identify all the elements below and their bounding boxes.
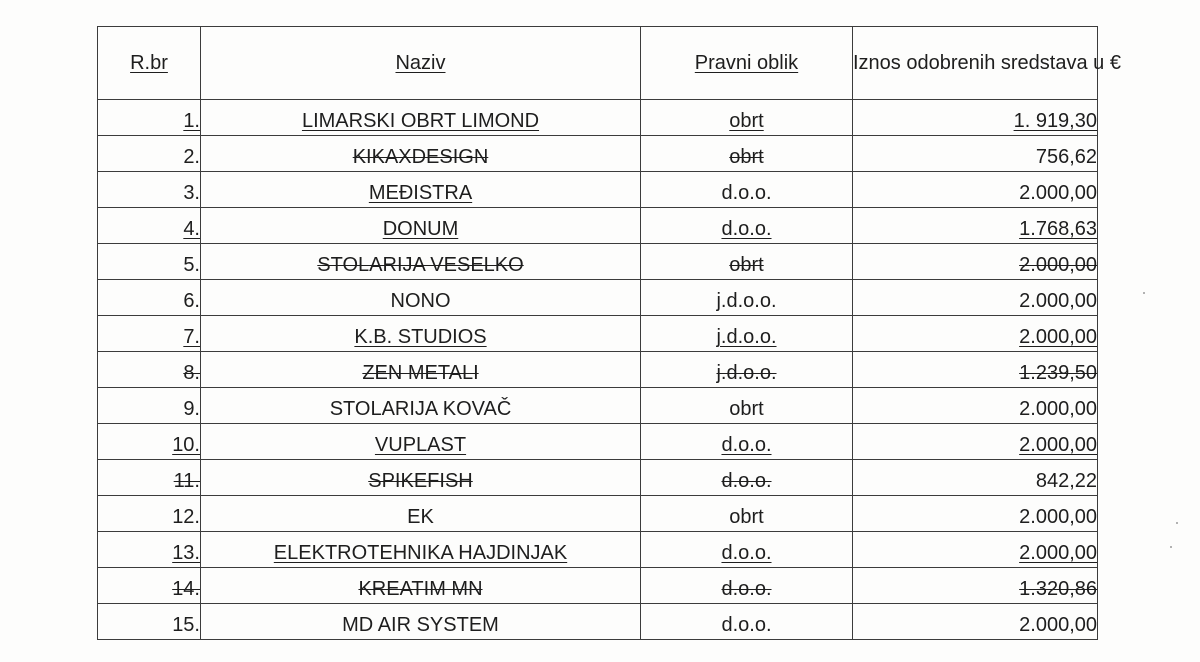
table-row: [98, 136, 1098, 172]
row-number: 4.: [183, 218, 200, 240]
row-legal-form: d.o.o.: [721, 434, 772, 456]
row-number: 2.: [183, 146, 200, 168]
row-name-cell: [201, 496, 641, 532]
row-name-cell: [201, 244, 641, 280]
row-legal-form: d.o.o.: [721, 470, 772, 492]
row-legal-form: obrt: [729, 110, 764, 132]
row-number: 3.: [183, 182, 200, 204]
row-number: 8.: [183, 362, 200, 384]
row-number-cell: [98, 496, 201, 532]
row-number-cell: [98, 100, 201, 136]
row-name: MEĐISTRA: [368, 182, 473, 204]
row-number-cell: [98, 172, 201, 208]
row-number: 14.: [172, 578, 200, 600]
row-amount-cell: [853, 208, 1098, 244]
row-legal-form: j.d.o.o.: [716, 290, 777, 312]
row-amount-cell: [853, 244, 1098, 280]
row-name: SPIKEFISH: [368, 470, 473, 492]
row-amount-cell: [853, 532, 1098, 568]
header-legal-form: Pravni oblik: [641, 27, 853, 100]
scan-speck: [1170, 546, 1172, 548]
row-name: KIKAXDESIGN: [352, 146, 489, 168]
row-name: KREATIM MN: [358, 578, 483, 600]
row-amount: 756,62: [1035, 146, 1097, 168]
row-number-cell: [98, 460, 201, 496]
table-header-row: [98, 27, 1098, 100]
row-amount-cell: [853, 316, 1098, 352]
row-legal-form: obrt: [729, 398, 764, 420]
row-amount-cell: [853, 172, 1098, 208]
row-number-cell: [98, 244, 201, 280]
table-row: [98, 568, 1098, 604]
row-legal-form: j.d.o.o.: [716, 326, 777, 348]
table-row: [98, 172, 1098, 208]
table-row: [98, 604, 1098, 640]
row-legal-form-cell: [641, 388, 853, 424]
row-name-cell: [201, 424, 641, 460]
row-number-cell: [98, 604, 201, 640]
row-legal-form: d.o.o.: [721, 218, 772, 240]
row-legal-form-cell: [641, 604, 853, 640]
row-amount: 842,22: [1035, 470, 1097, 492]
table-row: [98, 208, 1098, 244]
row-name-cell: [201, 316, 641, 352]
row-legal-form-cell: [641, 496, 853, 532]
row-legal-form-cell: [641, 244, 853, 280]
row-amount-cell: [853, 424, 1098, 460]
table-row: [98, 316, 1098, 352]
row-name: STOLARIJA KOVAČ: [329, 398, 512, 420]
row-name: STOLARIJA VESELKO: [317, 254, 524, 276]
row-name-cell: [201, 280, 641, 316]
row-legal-form-cell: [641, 280, 853, 316]
row-name-cell: [201, 352, 641, 388]
header-rb: R.br: [98, 27, 201, 100]
row-number: 12.: [172, 506, 200, 528]
header-amount: Iznos odobrenih sredstava u €: [853, 27, 1098, 100]
row-amount-cell: [853, 496, 1098, 532]
row-name-cell: [201, 388, 641, 424]
row-number: 11.: [173, 470, 200, 492]
row-name-cell: [201, 532, 641, 568]
row-amount: 2.000,00: [1019, 614, 1097, 636]
table-row: [98, 280, 1098, 316]
row-name: VUPLAST: [374, 434, 467, 456]
row-legal-form-cell: [641, 136, 853, 172]
row-amount: 2.000,00: [1019, 434, 1097, 456]
table-row: [98, 532, 1098, 568]
row-legal-form-cell: [641, 172, 853, 208]
row-amount: 2.000,00: [1019, 254, 1097, 276]
row-name-cell: [201, 460, 641, 496]
row-number: 7.: [183, 326, 200, 348]
row-legal-form-cell: [641, 316, 853, 352]
row-amount-cell: [853, 604, 1098, 640]
row-name: ELEKTROTEHNIKA HAJDINJAK: [273, 542, 568, 564]
row-amount-cell: [853, 280, 1098, 316]
row-name: EK: [407, 506, 434, 528]
row-number-cell: [98, 532, 201, 568]
row-name: MD AIR SYSTEM: [342, 614, 499, 636]
row-name-cell: [201, 568, 641, 604]
row-legal-form: d.o.o.: [721, 578, 772, 600]
row-number: 1.: [183, 110, 200, 132]
table-row: [98, 388, 1098, 424]
approved-funds-table: [97, 26, 1121, 640]
row-name: DONUM: [382, 218, 459, 240]
row-number: 9.: [183, 398, 200, 420]
row-amount: 2.000,00: [1019, 542, 1097, 564]
row-name-cell: [201, 172, 641, 208]
row-amount: 1.239,50: [1019, 362, 1097, 384]
row-amount: 1.768,63: [1019, 218, 1097, 240]
row-legal-form-cell: [641, 208, 853, 244]
row-name-cell: [201, 208, 641, 244]
row-number-cell: [98, 424, 201, 460]
table-row: [98, 424, 1098, 460]
row-amount-cell: [853, 568, 1098, 604]
row-name: LIMARSKI OBRT LIMOND: [301, 110, 540, 132]
row-legal-form: d.o.o.: [721, 182, 772, 204]
row-amount: 1.320,86: [1019, 578, 1097, 600]
row-amount-cell: [853, 460, 1098, 496]
row-number: 15.: [172, 614, 200, 636]
row-legal-form: d.o.o.: [721, 614, 772, 636]
row-number: 6.: [183, 290, 200, 312]
row-amount: 2.000,00: [1019, 398, 1097, 420]
row-legal-form: obrt: [729, 506, 764, 528]
row-number-cell: [98, 136, 201, 172]
row-amount-cell: [853, 136, 1098, 172]
row-number-cell: [98, 568, 201, 604]
table-row: [98, 496, 1098, 532]
row-legal-form-cell: [641, 460, 853, 496]
scan-speck: [1176, 522, 1178, 524]
row-legal-form: d.o.o.: [721, 542, 772, 564]
row-number-cell: [98, 280, 201, 316]
row-legal-form: obrt: [729, 146, 764, 168]
row-amount-cell: [853, 388, 1098, 424]
row-legal-form-cell: [641, 100, 853, 136]
row-legal-form-cell: [641, 352, 853, 388]
row-number: 10.: [172, 434, 200, 456]
row-amount: 2.000,00: [1019, 182, 1097, 204]
row-legal-form-cell: [641, 568, 853, 604]
row-name-cell: [201, 604, 641, 640]
row-name: ZEN METALI: [362, 362, 479, 384]
table-row: [98, 352, 1098, 388]
row-amount: 1. 919,30: [1013, 110, 1097, 132]
row-number-cell: [98, 316, 201, 352]
row-name-cell: [201, 100, 641, 136]
row-amount: 2.000,00: [1019, 506, 1097, 528]
row-legal-form-cell: [641, 532, 853, 568]
row-legal-form: j.d.o.o.: [716, 362, 777, 384]
row-name: NONO: [390, 290, 451, 312]
row-amount-cell: [853, 100, 1098, 136]
table-row: [98, 100, 1098, 136]
row-legal-form: obrt: [729, 254, 764, 276]
row-amount: 2.000,00: [1019, 290, 1097, 312]
row-number-cell: [98, 388, 201, 424]
row-amount-cell: [853, 352, 1098, 388]
row-name: K.B. STUDIOS: [354, 326, 487, 348]
row-number-cell: [98, 208, 201, 244]
row-legal-form-cell: [641, 424, 853, 460]
scan-speck: [1143, 292, 1145, 294]
header-name: Naziv: [201, 27, 641, 100]
table-row: [98, 244, 1098, 280]
table-row: [98, 460, 1098, 496]
row-number: 5.: [183, 254, 200, 276]
row-number: 13.: [172, 542, 200, 564]
row-name-cell: [201, 136, 641, 172]
row-number-cell: [98, 352, 201, 388]
row-amount: 2.000,00: [1019, 326, 1097, 348]
